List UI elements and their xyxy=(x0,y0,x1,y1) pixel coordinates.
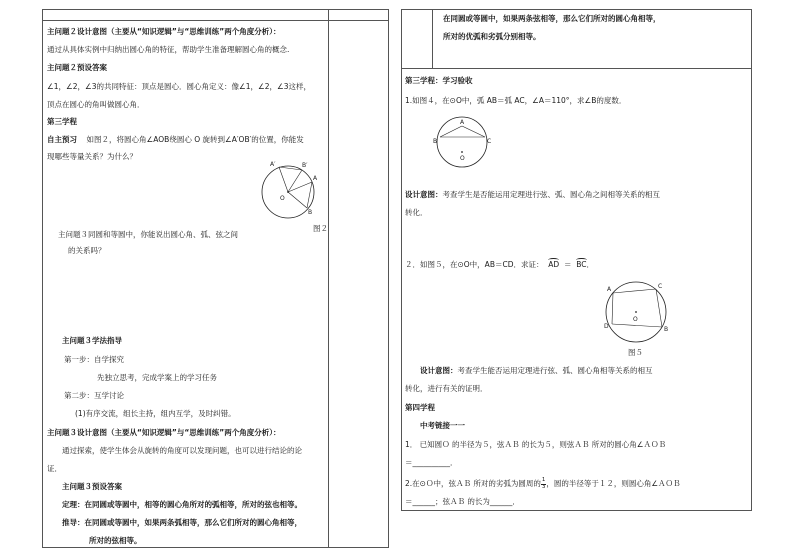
figure-5-caption: 图５ xyxy=(628,348,643,357)
figure-2-radius-oa1 xyxy=(279,167,288,192)
deduction-label: 推导： xyxy=(62,518,85,527)
right-table-row-line xyxy=(401,68,752,69)
self-preview-line1 xyxy=(47,135,304,144)
fraction-numerator: 1 xyxy=(541,477,546,483)
figure-5-label-a: A xyxy=(607,286,612,293)
design-intent-2-text: 通过从具体实例中归纳出圆心角的特征，帮助学生准备理解圆心角的概念. xyxy=(47,45,290,54)
left-table-divider xyxy=(328,9,329,548)
step-2-text: (1)有序交流，组长主持，组内互学，及时纠错。 xyxy=(75,409,236,418)
main-question-3-line2: 的关系吗？ xyxy=(68,246,106,255)
preset-answer-2-line2: 顶点在圆心的角叫做圆心角． xyxy=(47,100,145,109)
figure-5-chord-bc xyxy=(656,289,662,327)
exercise-2-equals: ＝ xyxy=(563,260,572,269)
figure-4-label-o: O xyxy=(460,155,465,162)
figure-5-diagram xyxy=(600,278,680,348)
figure-4-center-dot xyxy=(461,151,463,153)
figure-4-diagram xyxy=(432,115,492,170)
right-continued-line2: 所对的优弧和劣弧分别相等。 xyxy=(443,32,541,41)
figure-4-label-a: A xyxy=(460,119,465,126)
figure-2-caption: 图２ xyxy=(313,224,328,233)
design-intent-2-heading: 主问题２设计意图（主要从“知识逻辑”与“思维训练”两个角度分析）： xyxy=(47,27,281,36)
arc-ad: AD xyxy=(548,260,560,269)
deduction-text: 在同圆或等圆中，如果两条弧相等，那么它们所对的圆心角相等， xyxy=(84,518,302,527)
preset-answer-2-heading: 主问题２预设答案 xyxy=(47,63,107,72)
third-stage-heading: 第三学程 xyxy=(47,117,77,126)
figure-2-diagram xyxy=(258,160,318,230)
exercise-2-end: ． xyxy=(586,260,594,269)
design-intent-3-heading: 主问题３设计意图（主要从“知识逻辑”与“思维训练”两个角度分析）： xyxy=(47,428,281,437)
figure-4-label-c: C xyxy=(487,138,492,145)
self-preview-text: 如图２，将圆心角∠AOB绕圆心 O 旋转到∠A′OB′的位置，你能发 xyxy=(86,135,304,144)
design-intent-ex1-label: 设计意图： xyxy=(405,190,443,199)
design-intent-ex1-line1 xyxy=(405,190,660,199)
deduction-line1 xyxy=(62,518,302,527)
figure-2-radius-ob xyxy=(288,192,307,208)
exam-q2-suffix: ，圆的半径等于１２，则圆心角∠ＡＯＢ xyxy=(546,479,681,488)
design-intent-ex2-line2: 转化，进行有关的证明． xyxy=(405,384,488,393)
figure-5-label-b: C xyxy=(658,283,663,290)
theorem-label: 定理： xyxy=(62,500,85,509)
figure-2-radius-oa xyxy=(288,182,312,192)
deduction-line2: 所对的弦相等。 xyxy=(89,536,142,545)
exam-q2-line2: ＝______；弦ＡＢ 的长为______． xyxy=(405,497,520,506)
design-intent-ex1-line2: 转化． xyxy=(405,208,428,217)
design-intent-ex2-line1 xyxy=(420,366,653,375)
figure-2-label-a1: A′ xyxy=(270,161,276,168)
design-intent-3-line1: 通过探索，使学生体会从旋转的角度可以发现问题，也可以进行结论的论 xyxy=(62,446,302,455)
exercise-1-text: 1.如图４，在⊙O中，弧 AB＝弧 AC，∠A＝110°，求∠B的度数． xyxy=(405,96,627,105)
figure-5-center-dot xyxy=(635,311,637,313)
exam-q1-line2: ＝__________． xyxy=(405,458,458,467)
figure-4-chord-ab xyxy=(440,126,462,137)
arc-bc: BC xyxy=(576,260,587,269)
self-preview-line2: 现哪些等量关系？为什么？ xyxy=(47,152,137,161)
exercise-2-text xyxy=(405,260,594,269)
design-intent-ex1-text: 考查学生是否能运用定理进行弦、弧、圆心角之间相等关系的相互 xyxy=(442,190,660,199)
figure-5-label-c: B xyxy=(664,326,669,333)
figure-4-chord-ac xyxy=(462,126,485,137)
right-continued-line1: 在同圆或等圆中，如果两条弦相等，那么它们所对的圆心角相等， xyxy=(443,14,661,23)
figure-5-label-o: O xyxy=(633,316,638,323)
figure-2-label-b1: B′ xyxy=(302,162,308,169)
preset-answer-3-heading: 主问题３预设答案 xyxy=(62,482,122,491)
exam-link-heading: 中考链接一一 xyxy=(420,421,465,430)
main-question-3-line1: 主问题３同圆和等圆中，你能说出圆心角、弧、弦之间 xyxy=(58,230,238,239)
figure-5-chord-ab xyxy=(613,289,656,293)
preset-answer-2-line1: ∠1，∠2，∠3的共同特征：顶点是圆心．圆心角定义：像∠1，∠2，∠3这样， xyxy=(47,82,311,91)
exam-q2-prefix: 2.在⊙Ｏ中，弦ＡＢ 所对的劣弧为圆周的 xyxy=(405,479,541,488)
figure-2-center-dot xyxy=(287,191,289,193)
design-intent-3-line2: 证． xyxy=(47,464,62,473)
exam-q2-line1 xyxy=(405,478,681,490)
figure-4-label-b: B xyxy=(433,138,438,145)
exercise-2-prefix: ２．如图５，在⊙O中，AB＝CD．求证： xyxy=(405,260,544,269)
step-1-text: 先独立思考，完成学案上的学习任务 xyxy=(97,373,217,382)
figure-5-label-d: D xyxy=(604,323,609,330)
step-1-label: 第一步：自学探究 xyxy=(64,355,124,364)
exam-q1-line1: 1． 已知圆Ｏ 的半径为５，弦ＡＢ 的长为５，则弦ＡＢ 所对的圆心角∠ＡＯＢ xyxy=(405,440,667,449)
right-table-divider xyxy=(432,9,433,68)
self-preview-label: 自主预习 xyxy=(47,135,77,144)
design-intent-ex2-label: 设计意图： xyxy=(420,366,458,375)
theorem-line xyxy=(62,500,302,509)
step-2-label: 第二步：互学讨论 xyxy=(64,391,124,400)
theorem-text: 在同圆或等圆中，相等的圆心角所对的弧相等，所对的弦也相等。 xyxy=(84,500,302,509)
figure-2-label-a: A xyxy=(313,175,318,182)
fraction-denominator: 3 xyxy=(541,483,546,490)
learning-check-heading: 第三学程：学习验收 xyxy=(405,76,473,85)
figure-5-chord-cd xyxy=(612,324,662,327)
figure-2-radius-ob1 xyxy=(288,170,302,192)
left-table-top-row xyxy=(42,20,389,21)
design-intent-ex2-text: 考查学生能否运用定理进行弦、弧、圆心角相等关系的相互 xyxy=(457,366,653,375)
figure-5-chord-ad xyxy=(612,293,613,324)
fourth-stage-heading: 第四学程 xyxy=(405,403,435,412)
study-guide-3-heading: 主问题３学法指导 xyxy=(62,336,122,345)
figure-2-label-b: B xyxy=(308,209,313,216)
figure-2-label-o: O xyxy=(280,195,285,202)
